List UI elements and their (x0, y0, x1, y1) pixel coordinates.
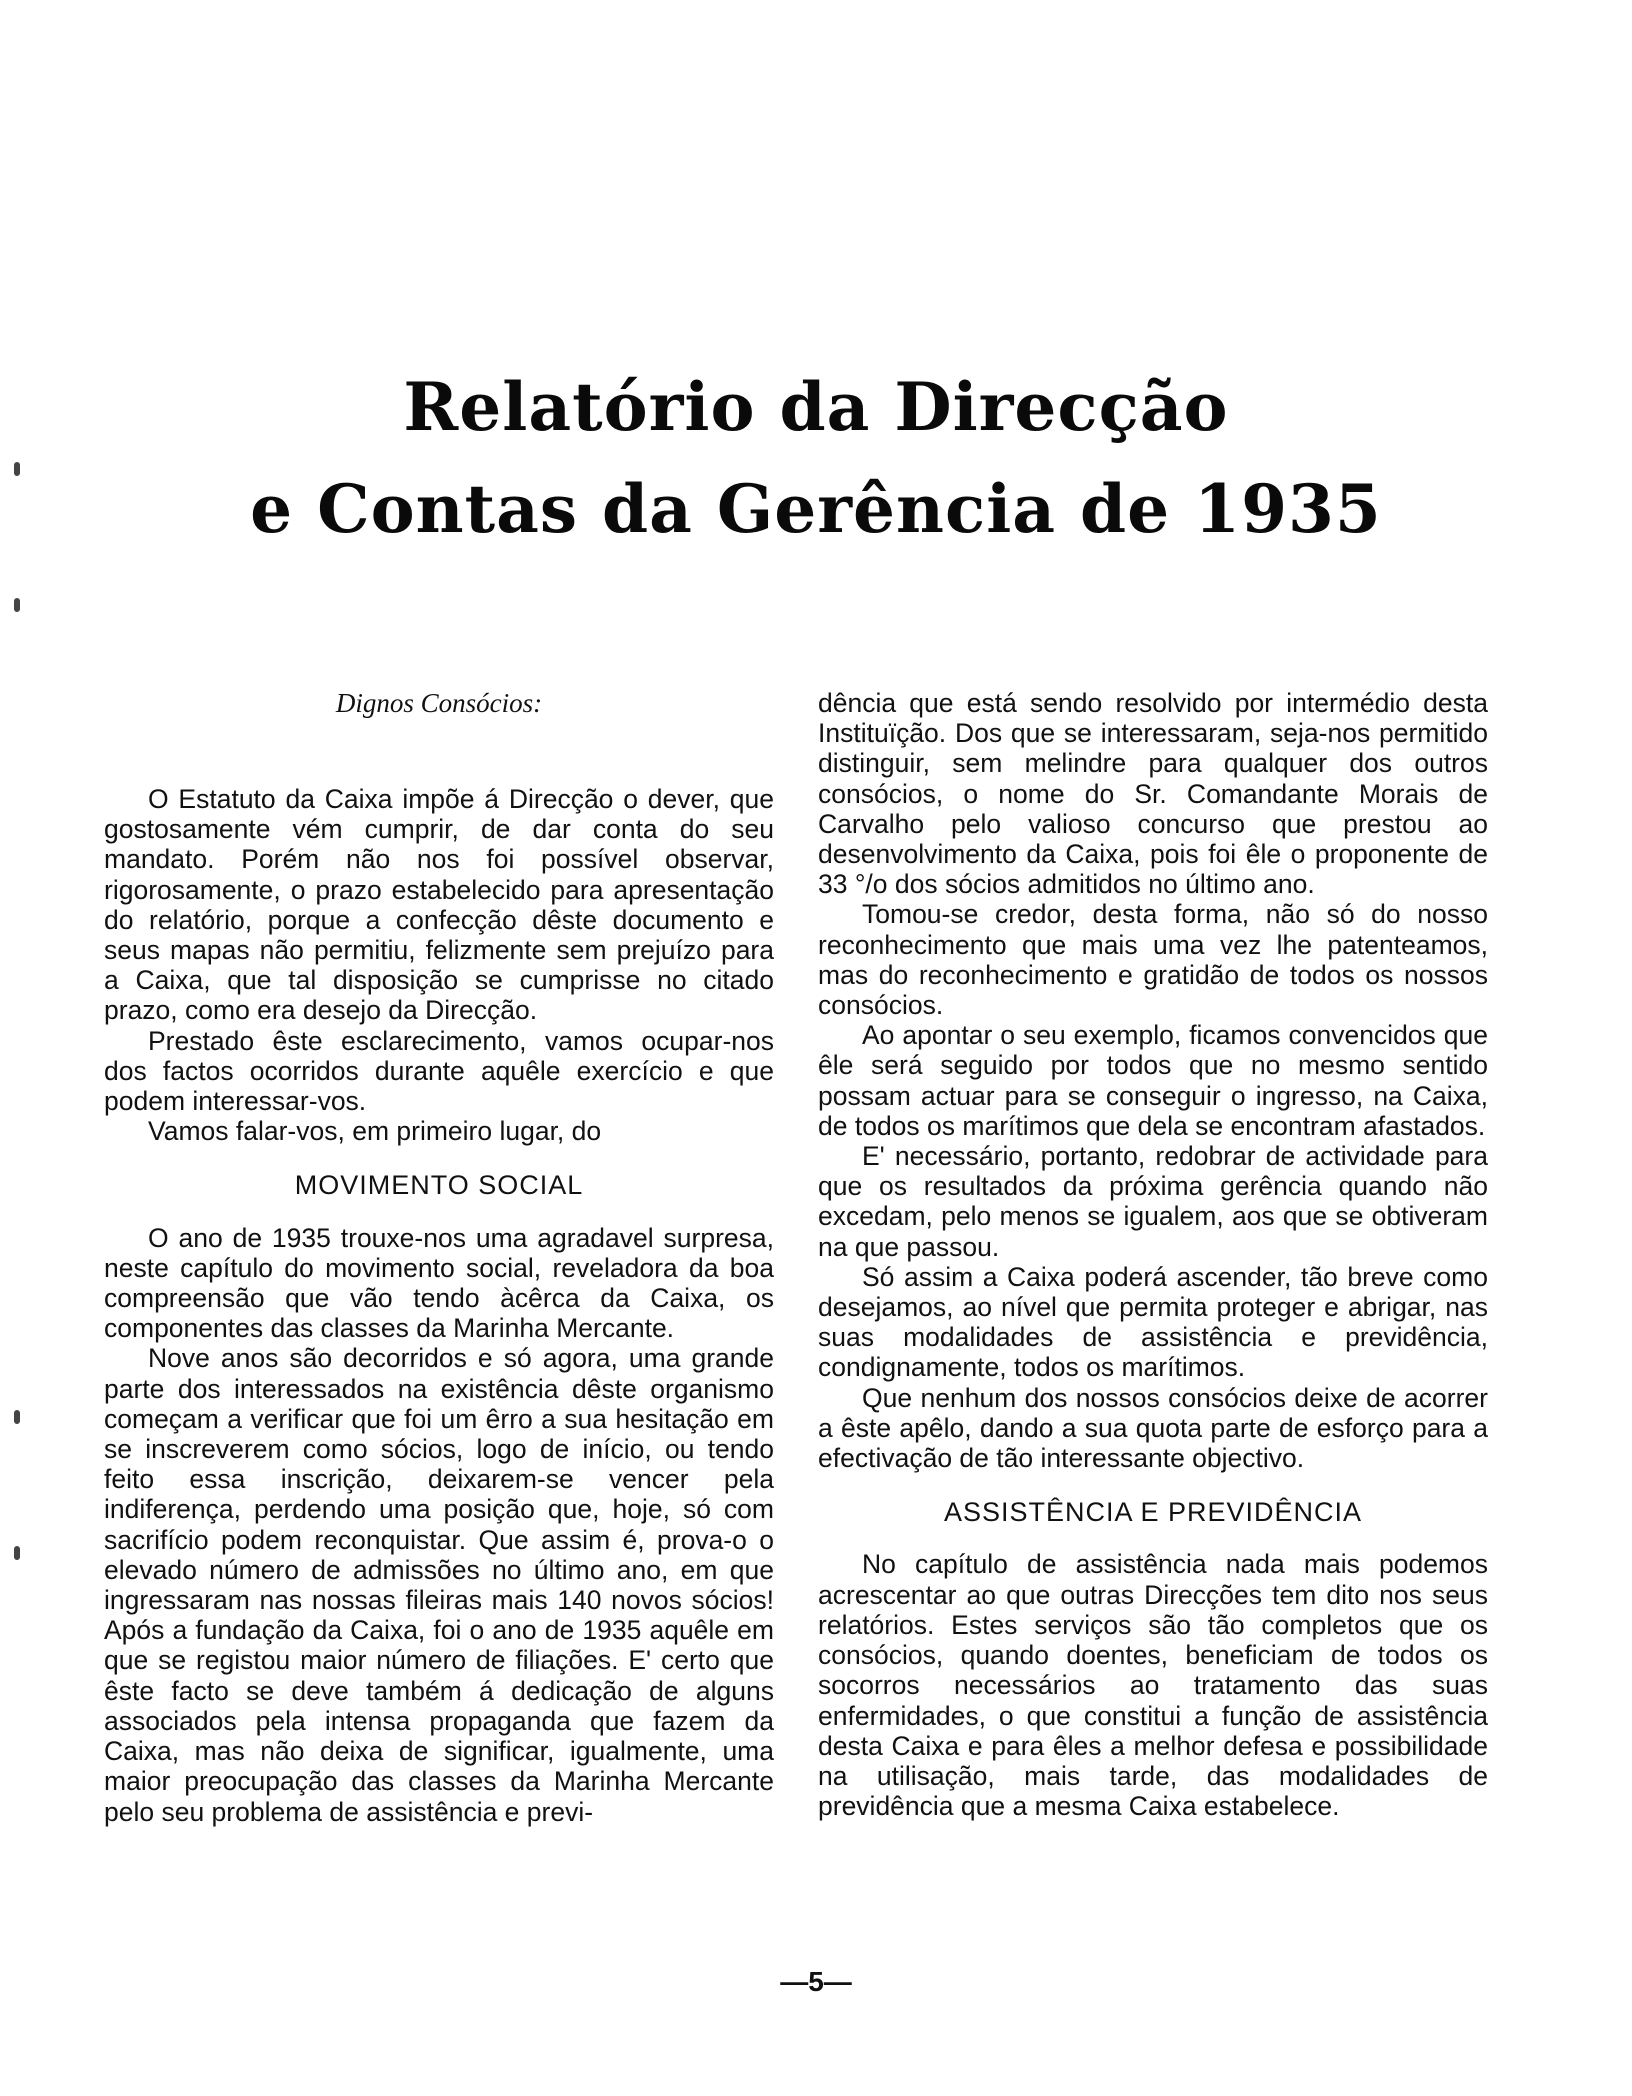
section-heading-assistencia-previdencia: ASSISTÊNCIA E PREVIDÊNCIA (943, 1497, 1363, 1528)
page-number: —5— (780, 1966, 852, 1997)
binding-hole-speck (14, 598, 20, 612)
paragraph: Vamos falar-vos, em primeiro lugar, do (148, 1116, 602, 1147)
binding-hole-speck (14, 462, 20, 476)
paragraph: Só assim a Caixa poderá ascender, tão breve como desejamos, ao nível que permita proteger e abrigar, nas suas modalidades de assistência e previdência, condignamente, todos os marítimos. (818, 1261, 1488, 1383)
report-title-line-2: e Contas da Gerência de 1935 (250, 470, 1382, 548)
paragraph: dência que está sendo resolvido por intermédio desta Instituïção. Dos que se interessaram, seja-nos permitido distinguir, sem melindre para qualquer dos outros consócios, o nome do Sr. Comandante Morais de Carvalho pelo valioso concurso que prestou ao desenvolvimento da Caixa, pois foi êle o proponente de 33 °/o dos sócios admitidos no último ano. (818, 688, 1488, 900)
binding-hole-speck (14, 1546, 20, 1560)
paragraph: No capítulo de assistência nada mais podemos acrescentar ao que outras Direcções tem dito nos seus relatórios. Estes serviços são tão completos que os consócios, quando doentes, beneficiam de todos os socorros necessários ao tratamento das suas enfermidades, o que constitui a função de assistência desta Caixa e para êles a melhor defesa e possibilidade na utilisação, mais tarde, das modalidades de previdência que a mesma Caixa estabelece. (818, 1549, 1488, 1822)
binding-hole-speck (14, 1410, 20, 1424)
paragraph: Que nenhum dos nossos consócios deixe de acorrer a êste apêlo, dando a sua quota parte de esforço para a efectivação de tão interessante objectivo. (818, 1382, 1488, 1474)
paragraph: O ano de 1935 trouxe-nos uma agradavel surpresa, neste capítulo do movimento social, reveladora da boa compreensão que vão tendo àcêrca da Caixa, os componentes das classes da Marinha Mercante. (104, 1222, 774, 1344)
paragraph: E' necessário, portanto, redobrar de actividade para que os resultados da próxima gerência quando não excedam, pelo menos se igualem, aos que se obtiveram na que passou. (818, 1141, 1488, 1262)
paragraph: Tomou-se credor, desta forma, não só do nosso reconhecimento que mais uma vez lhe patenteamos, mas do reconhecimento e gratidão de todos os nossos consócios. (818, 899, 1488, 1021)
report-title-line-1: Relatório da Direcção (403, 368, 1229, 446)
paragraph: Ao apontar o seu exemplo, ficamos convencidos que êle será seguido por todos que no mesmo sentido possam actuar para se conseguir o ingresso, na Caixa, de todos os marítimos que dela se encontram afastados. (818, 1020, 1488, 1141)
paragraph: Prestado êste esclarecimento, vamos ocupar-nos dos factos ocorridos durante aquêle exercício e que podem interessar-vos. (104, 1025, 774, 1117)
paragraph: O Estatuto da Caixa impõe á Direcção o dever, que gostosamente vém cumprir, de dar conta do seu mandato. Porém não nos foi possível observar, rigorosamente, o prazo estabelecido para apresentação do relatório, porque a confecção dêste documento e seus mapas não permitiu, felizmente sem prejuízo para a Caixa, que tal disposição se cumprisse no citado prazo, como era desejo da Direcção. (104, 784, 774, 1026)
section-heading-movimento-social: MOVIMENTO SOCIAL (294, 1170, 584, 1201)
left-column (104, 688, 774, 1827)
paragraph: Nove anos são decorridos e só agora, uma grande parte dos interessados na existência dêste organismo começam a verificar que foi um êrro a sua hesitação em se inscreverem como sócios, logo de início, ou tendo feito essa inscrição, deixarem-se vencer pela indiferença, perdendo uma posição que, hoje, só com sacrifício podem reconquistar. Que assim é, prova-o o elevado número de admissões no último ano, em que ingressaram nas nossas fileiras mais 140 novos sócios! Após a fundação da Caixa, foi o ano de 1935 aquêle em que se registou maior número de filiações. E' certo que êste facto se deve também á dedicação de alguns associados pela intensa propaganda que fazem da Caixa, mas não deixa de significar, igualmente, uma maior preocupação das classes da Marinha Mercante pelo seu problema de assistência e previ- (104, 1343, 774, 1827)
salutation: Dignos Consócios: (335, 688, 543, 718)
right-column (818, 688, 1488, 1821)
